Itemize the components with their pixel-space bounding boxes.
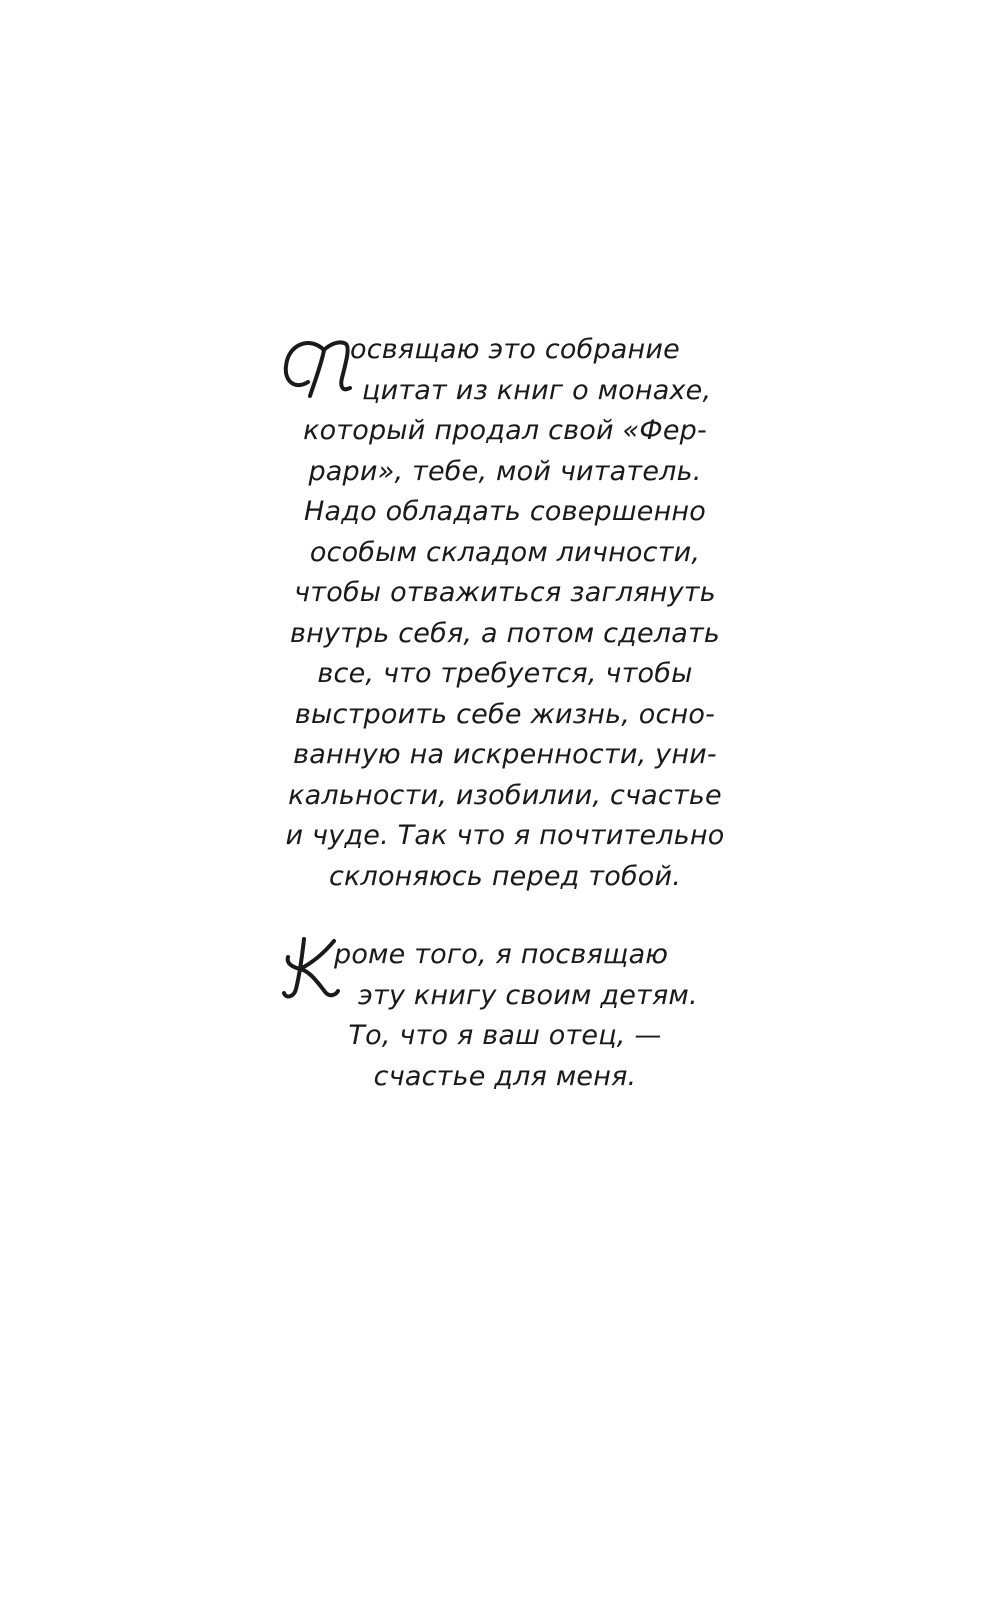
dedication-1-first-line xyxy=(270,330,740,371)
dedication-paragraph-2 xyxy=(270,935,740,1097)
dedication-2-line-3: То, что я ваш отец, — xyxy=(348,1020,662,1051)
dedication-1-line-3: который продал свой «Фер- xyxy=(303,415,707,446)
dedication-1-line-12: кальности, изобилии, счастье xyxy=(288,779,722,811)
dedication-1-line-1: освящаю это собрание xyxy=(350,334,680,365)
dedication-1-line-11: ванную на искренности, уни- xyxy=(293,739,717,770)
dedication-1-line-9: все, что требуется, чтобы xyxy=(317,658,693,689)
dedication-1-line-4: рари», тебе, мой читатель. xyxy=(308,455,702,487)
dedication-paragraph-1 xyxy=(270,330,740,897)
dedication-1-line-2: цитат из книг о монахе, xyxy=(362,374,712,406)
dedication-1-line-5: Надо обладать совершенно xyxy=(304,496,706,527)
dedication-1-line-7: чтобы отважиться заглянуть xyxy=(294,577,716,608)
dedication-2-line-4: счастье для меня. xyxy=(373,1060,637,1092)
dedication-2-line-1: роме того, я посвящаю xyxy=(334,939,669,970)
dedication-1-line-10: выстроить себе жизнь, осно- xyxy=(294,698,716,730)
dedication-1-line-13: и чуде. Так что я почтительно xyxy=(285,820,725,851)
dedication-1-line-8: внутрь себя, а потом сделать xyxy=(289,617,721,649)
dedication-1-line-6: особым складом личности, xyxy=(309,536,701,568)
dedication-2-line-2: эту книгу своим детям. xyxy=(358,979,698,1011)
dedication-1-line-14: склоняюсь перед тобой. xyxy=(328,860,682,892)
dedication-2-first-line xyxy=(270,935,740,976)
